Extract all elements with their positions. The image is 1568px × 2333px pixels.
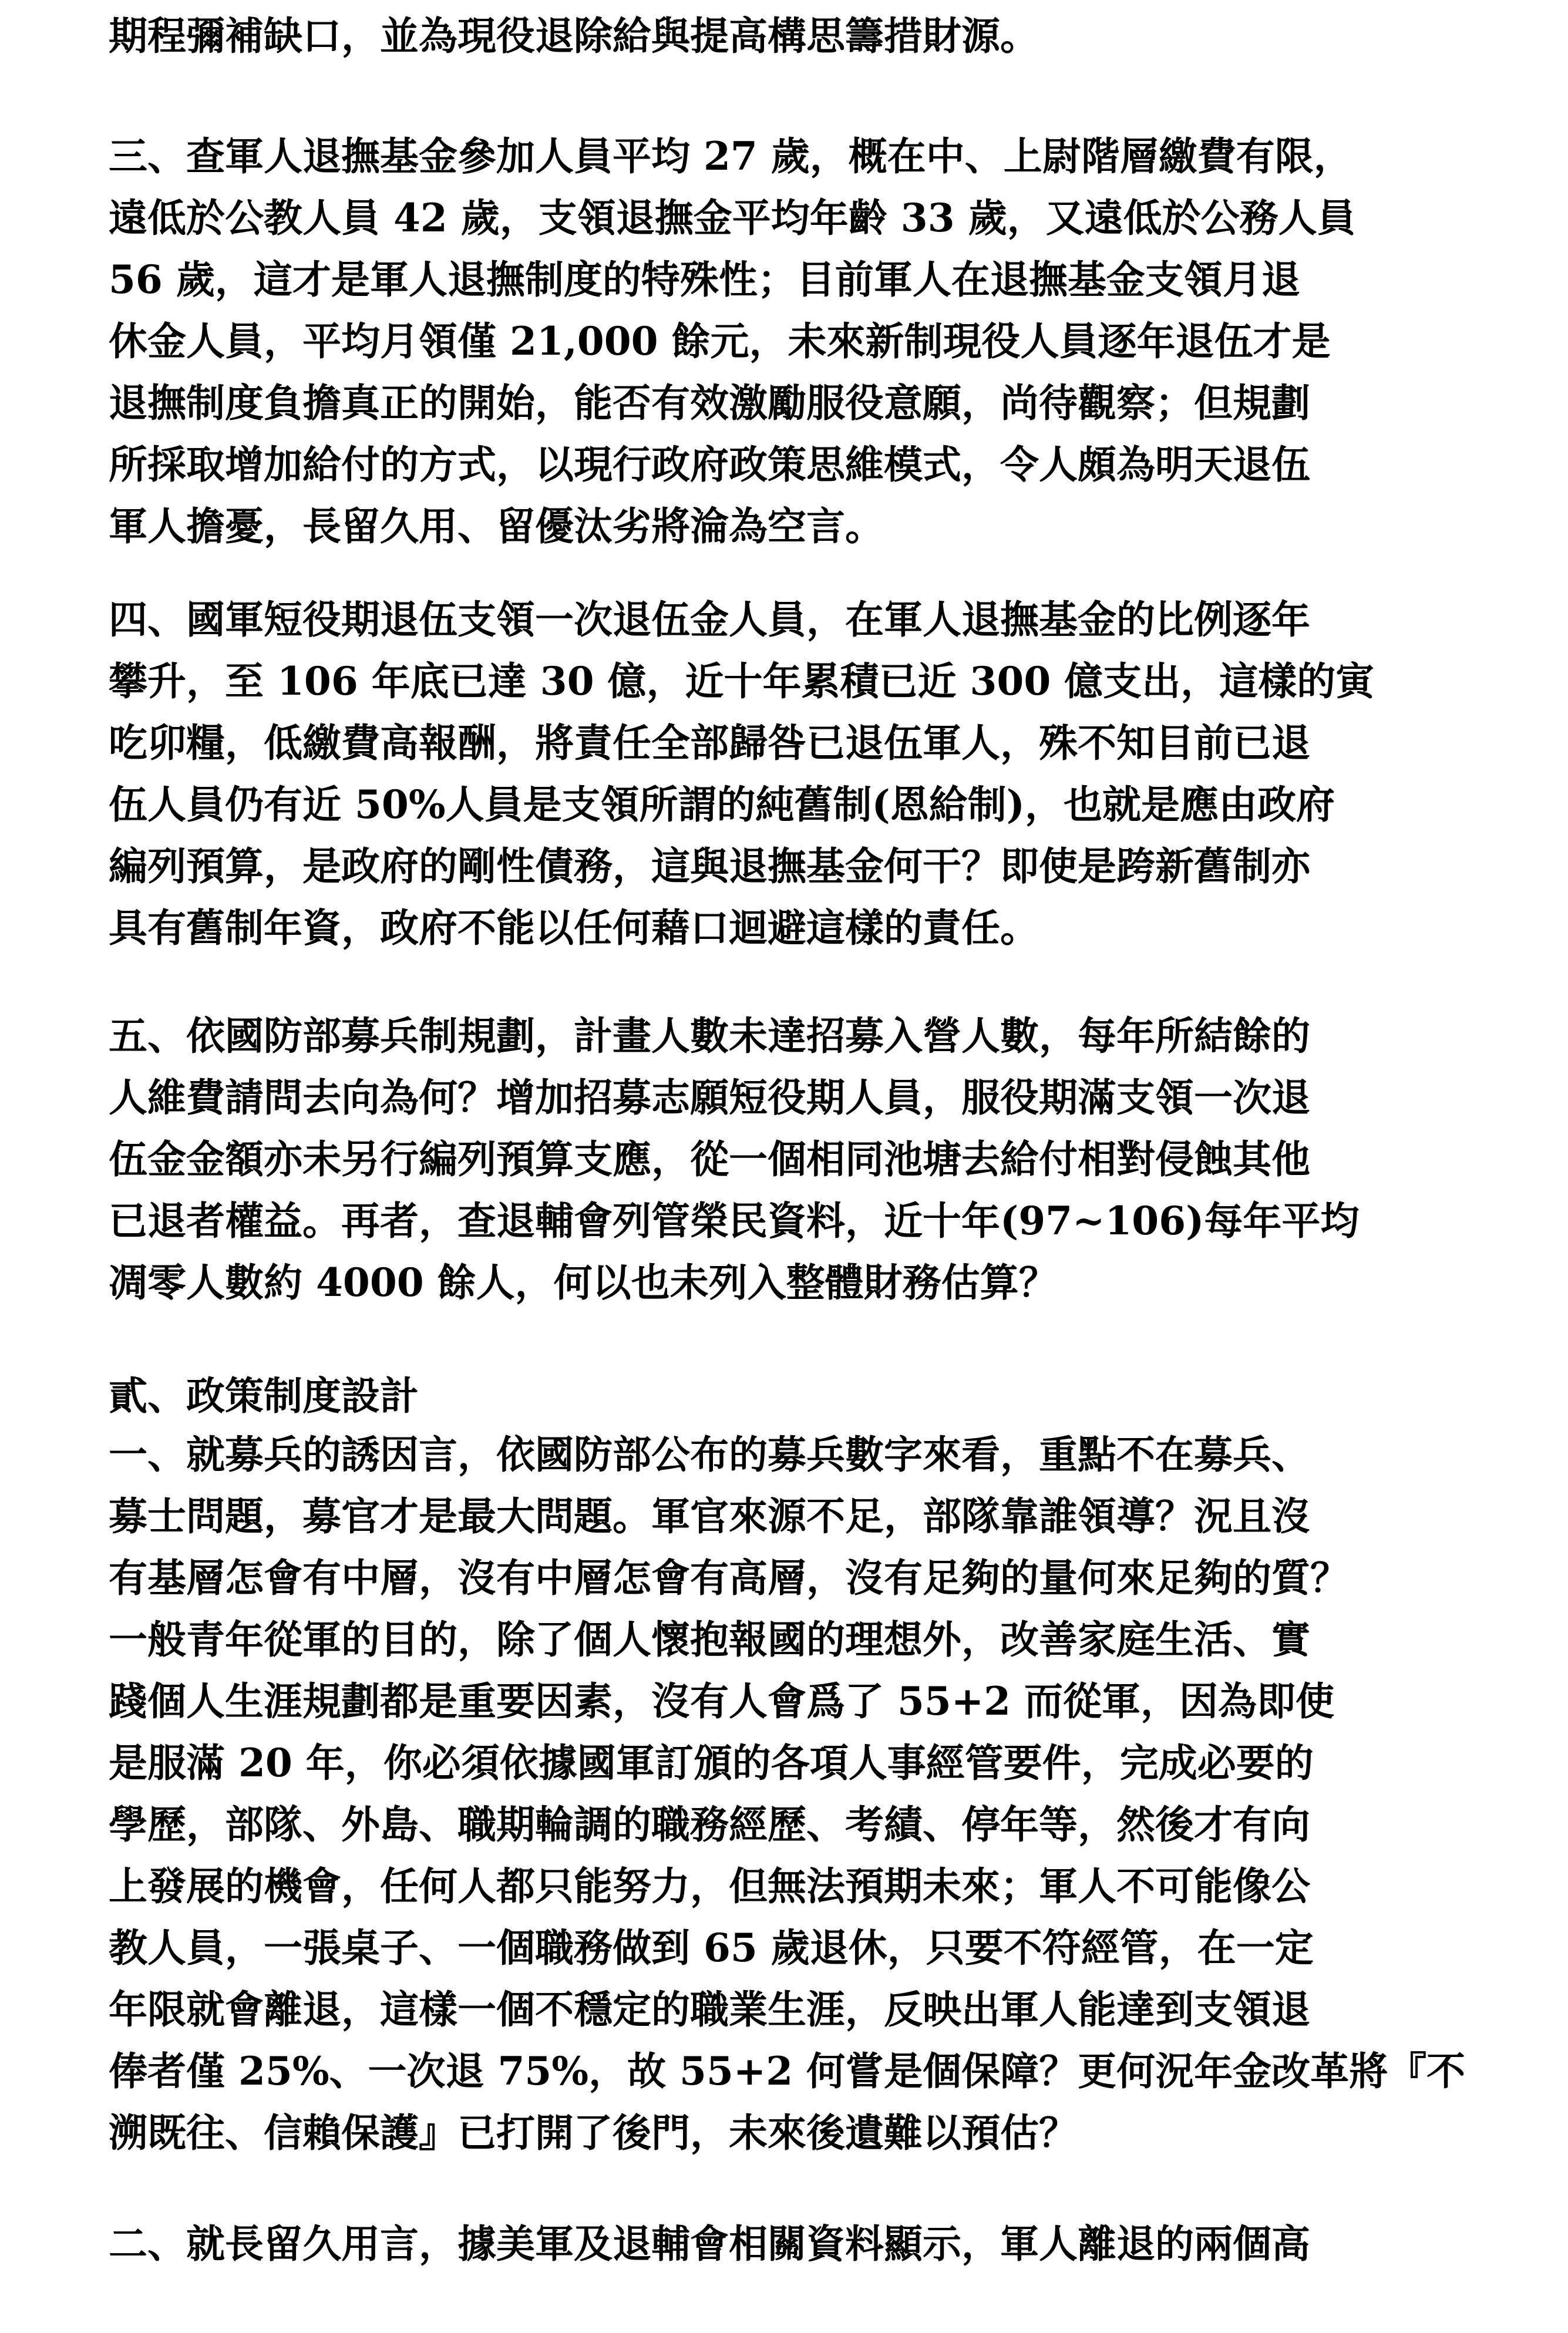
text-line: 攀升，至 106 年底已達 30 億，近十年累積已近 300 億支出，這樣的寅	[109, 658, 1375, 704]
text-line: 學歷，部隊、外島、職期輪調的職務經歷、考績、停年等，然後才有向	[109, 1802, 1310, 1847]
text-line: 伍金金額亦未另行編列預算支應，從一個相同池塘去給付相對侵蝕其他	[109, 1136, 1310, 1182]
text-line: 溯既往、信賴保護』已打開了後門，未來後遺難以預估？	[109, 2110, 1078, 2156]
text-line: 教人員，一張桌子、一個職務做到 65 歲退休，只要不符經管，在一定	[109, 1925, 1314, 1971]
text-line: 一般青年從軍的目的，除了個人懷抱報國的理想外，改善家庭生活、實	[109, 1617, 1310, 1662]
text-line: 軍人擔憂，長留久用、留優汰劣將淪為空言。	[109, 503, 884, 549]
text-line: 伍人員仍有近 50%人員是支領所謂的純舊制(恩給制)，也就是應由政府	[109, 782, 1335, 827]
text-line: 56 歲，這才是軍人退撫制度的特殊性；目前軍人在退撫基金支領月退	[109, 257, 1300, 302]
text-line: 已退者權益。再者，查退輔會列管榮民資料，近十年(97~106)每年平均	[109, 1198, 1360, 1244]
text-line: 吃卯糧，低繳費高報酬，將責任全部歸咎已退伍軍人，殊不知目前已退	[109, 720, 1310, 766]
text-line: 五、依國防部募兵制規劃，計畫人數未達招募入營人數，每年所結餘的	[109, 1013, 1310, 1059]
text-line: 所採取增加給付的方式，以現行政府政策思維模式，令人頗為明天退伍	[109, 442, 1310, 487]
text-line: 是服滿 20 年，你必須依據國軍訂頒的各項人事經管要件，完成必要的	[109, 1740, 1314, 1786]
text-line: 有基層怎會有中層，沒有中層怎會有高層，沒有足夠的量何來足夠的質？	[109, 1555, 1349, 1601]
text-line: 退撫制度負擔真正的開始，能否有效激勵服役意願，尚待觀察；但規劃	[109, 380, 1310, 426]
text-line: 休金人員，平均月領僅 21,000 餘元，未來新制現役人員逐年退伍才是	[109, 318, 1331, 364]
text-line: 二、就長留久用言，據美軍及退輔會相關資料顯示，軍人離退的兩個高	[109, 2221, 1310, 2267]
text-line: 俸者僅 25%、一次退 75%，故 55+2 何嘗是個保障？更何況年金改革將『不	[109, 2048, 1466, 2094]
text-line: 上發展的機會，任何人都只能努力，但無法預期未來；軍人不可能像公	[109, 1863, 1310, 1909]
text-line: 三、查軍人退撫基金參加人員平均 27 歲，概在中、上尉階層繳費有限，	[109, 133, 1352, 179]
text-line: 具有舊制年資，政府不能以任何藉口迴避這樣的責任。	[109, 905, 1039, 951]
text-line: 凋零人數約 4000 餘人，何以也未列入整體財務估算？	[109, 1260, 1058, 1305]
text-line: 人維費請問去向為何？增加招募志願短役期人員，服役期滿支領一次退	[109, 1075, 1310, 1120]
text-line: 年限就會離退，這樣一個不穩定的職業生涯，反映出軍人能達到支領退	[109, 1987, 1310, 2032]
section-heading: 貳、政策制度設計	[109, 1373, 419, 1419]
text-line: 編列預算，是政府的剛性債務，這與退撫基金何干？即使是跨新舊制亦	[109, 843, 1310, 889]
text-line: 踐個人生涯規劃都是重要因素，沒有人會爲了 55+2 而從軍，因為即使	[109, 1678, 1335, 1724]
text-line: 期程彌補缺口，並為現役退除給與提高構思籌措財源。	[109, 13, 1039, 59]
text-line: 遠低於公教人員 42 歲，支領退撫金平均年齡 33 歲，又遠低於公務人員	[109, 195, 1356, 241]
text-line: 募士問題，募官才是最大問題。軍官來源不足，部隊靠誰領導？況且沒	[109, 1493, 1310, 1539]
text-line: 一、就募兵的誘因言，依國防部公布的募兵數字來看，重點不在募兵、	[109, 1432, 1310, 1477]
text-line: 四、國軍短役期退伍支領一次退伍金人員，在軍人退撫基金的比例逐年	[109, 597, 1310, 642]
